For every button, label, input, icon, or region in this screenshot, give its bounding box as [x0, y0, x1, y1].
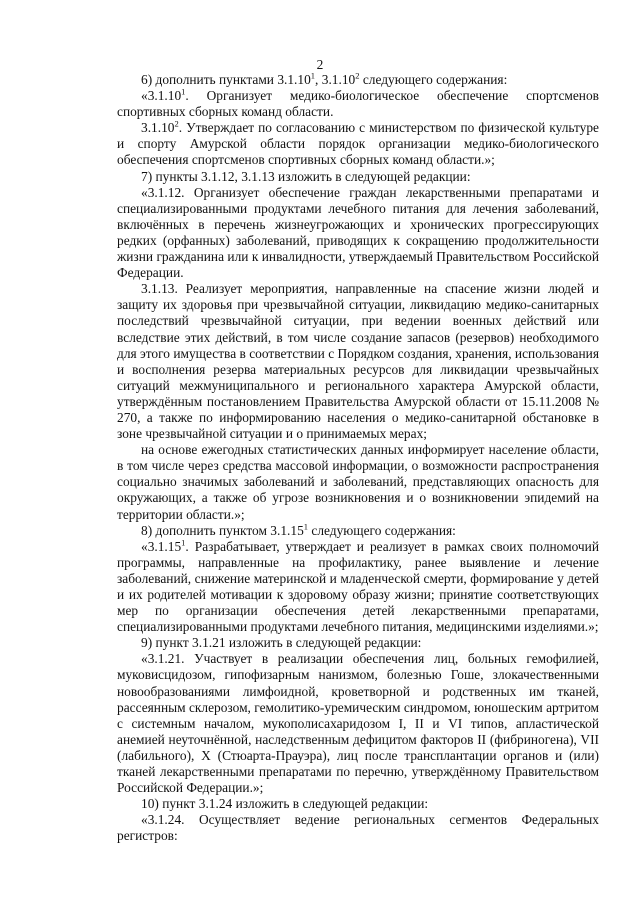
paragraph: «3.1.24. Осуществляет ведение региональных сегментов Федеральных регистров:	[117, 812, 599, 844]
document-body	[117, 72, 599, 845]
paragraph: 6) дополнить пунктами 3.1.10$^1$, 3.1.10$^2$ следующего содержания:	[141, 70, 508, 87]
paragraph: «3.1.10$^1$. Организует медико-биологическое обеспечение спортсменов спортивных сборных команд области.	[117, 86, 599, 120]
paragraph: 3.1.13. Реализует мероприятия, направленные на спасение жизни людей и защиту их здоровья при чрезвычайной ситуации, ликвидацию медико-санитарных последствий чрезвычайной ситуации, при ведении военных действий или вследствие этих действий, в том числе создание запасов (резервов) необходимого для этого имущества в соответствии с Порядком создания, хранения, использования и восполнения резерва материальных ресурсов для ликвидации чрезвычайных ситуаций межмуниципального и регионального характера Амурской области, утверждённым постановлением Правительства Амурской области от 15.11.2008 № 270, а также по информированию населения о медико-санитарной обстановке в зоне чрезвычайной ситуации и о принимаемых мерах;	[117, 281, 599, 442]
paragraph: 3.1.10$^2$. Утверждает по согласованию с министерством по физической культуре и спорту Амурской области порядок организации медико-биологического обеспечения спортсменов спортивных сборных команд области.»;	[117, 118, 599, 168]
paragraph: на основе ежегодных статистических данных информирует население области, в том числе через средства массовой информации, о возможности распространения социально значимых заболеваний и заболеваний, представляющих опасность для окружающих, а также об угрозе возникновения и о возникновении эпидемий на территории области.»;	[117, 442, 599, 522]
page-number: 2	[316, 57, 324, 72]
paragraph: 10) пункт 3.1.24 изложить в следующей редакции:	[141, 796, 429, 812]
paragraph: «3.1.15$^1$. Разрабатывает, утверждает и реализует в рамках своих полномочий программы, направленные на профилактику, ранее выявление и лечение заболеваний, снижение материнской и младенческой смерти, формирование у детей и их родителей мотивации к здоровому образу жизни; принятие соответствующих мер по организации обеспечения детей лекарственными препаратами, специализированными продуктами лечебного питания, медицинскими изделиями.»;	[117, 537, 599, 635]
paragraph: 8) дополнить пунктом 3.1.15$^1$ следующего содержания:	[141, 521, 456, 538]
paragraph: 7) пункты 3.1.12, 3.1.13 изложить в следующей редакции:	[141, 168, 471, 184]
paragraph: 9) пункт 3.1.21 изложить в следующей редакции:	[141, 635, 422, 651]
paragraph: «3.1.21. Участвует в реализации обеспечения лиц, больных гемофилией, муковисцидозом, гипофизарным нанизмом, болезнью Гоше, злокачественными новообразованиями лимфоидной, кроветворной и родственных им тканей, рассеянным склерозом, гемолитико-уремическим синдромом, юношеским артритом с системным началом, мукополисахаридозом I, II и VI типов, апластической анемией неуточнённой, наследственным дефицитом факторов II (фибриногена), VII (лабильного), X (Стюарта-Прауэра), лиц после трансплантации органов и (или) тканей лекарственными препаратами по перечню, утверждённому Правительством Российской Федерации.»;	[117, 651, 599, 796]
paragraph: «3.1.12. Организует обеспечение граждан лекарственными препаратами и специализированными продуктами лечебного питания для лечения заболеваний, включённых в перечень жизнеугрожающих и хронических прогрессирующих редких (орфанных) заболеваний, приводящих к сокращению продолжительности жизни гражданина или к инвалидности, утверждаемый Правительством Российской Федерации.	[117, 184, 599, 281]
